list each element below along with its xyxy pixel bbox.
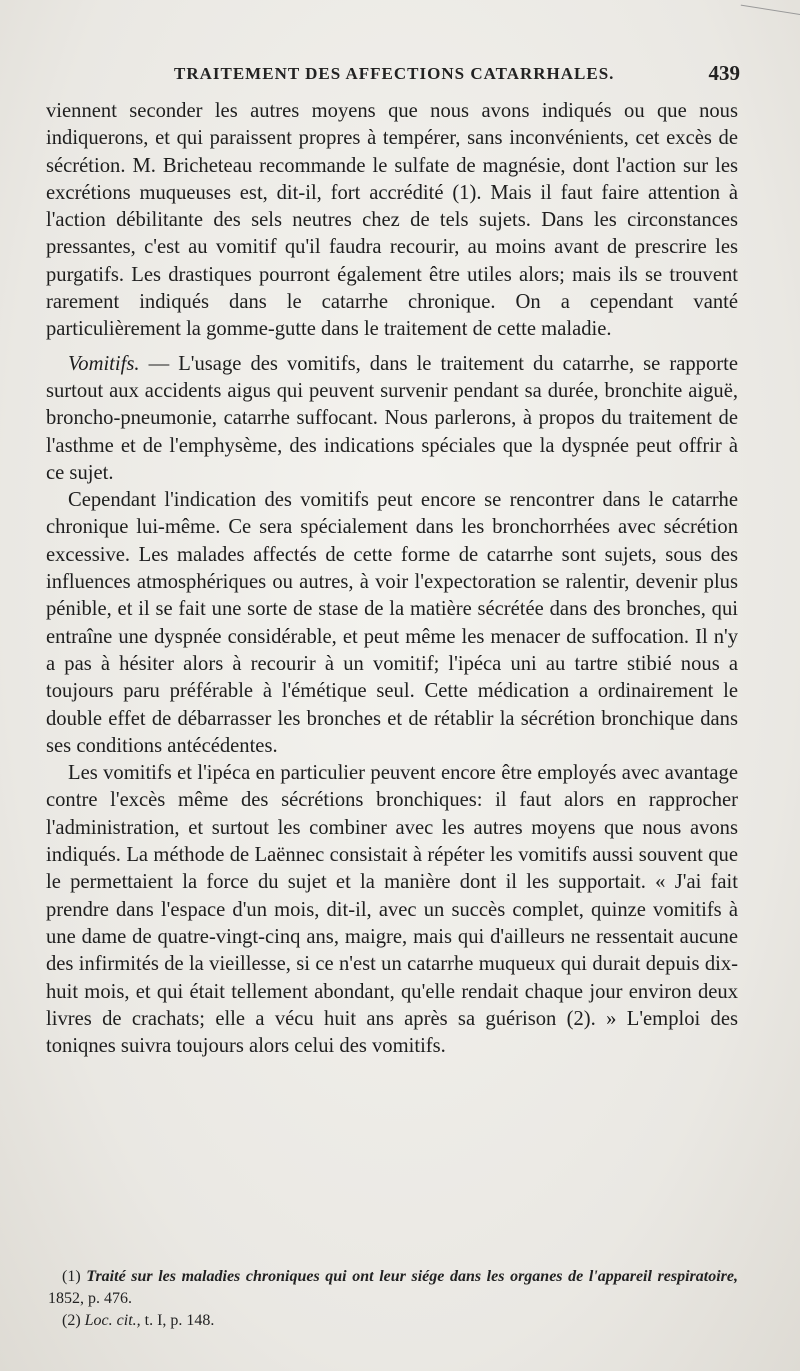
paragraph-text: — L'usage des vomitifs, dans le traitement du catarrhe, se rapporte surtout aux accidents aigus qui peuvent survenir pendant sa durée, bronchite aiguë, broncho-pneumonie, catarrhe suffocant. Nous parlerons, à propos du traitement de l'asthme et de l'emphysème, des indications spéciales que la dyspnée peut offrir à ce sujet. [46,352,738,484]
paragraph-chronic-catarrh [46,487,738,760]
page-corner-fold [741,0,800,15]
footnote-rest: 1852, p. 476. [48,1290,132,1307]
footnote-mark: (2) [62,1312,81,1329]
running-title: TRAITEMENT DES AFFECTIONS CATARRHALES. [174,64,615,83]
main-text [46,98,738,1060]
paragraph-continuation [46,98,738,344]
page-number: 439 [708,61,740,85]
footnote-rest: t. I, p. 148. [140,1312,215,1329]
footnote-title: Loc. cit., [84,1312,141,1329]
footnote-title: Traité sur les maladies chroniques qui ont leur siége dans les organes de l'appareil respiratoire, [86,1268,738,1285]
paragraph-text: viennent seconder les autres moyens que nous avons indiqués ou que nous indiquerons, et qui paraissent propres à tempérer, sans inconvénients, cet excès de sécrétion. M. Bricheteau recommande le sulfate de magnésie, dont l'action sur les excrétions muqueuses est, dit-il, fort accrédité (1). Mais il faut faire attention à l'action débilitante des sels neutres chez de tels sujets. Dans les circonstances pressantes, c'est au vomitif qu'il faudra recourir, au moins avant de prescrire les purgatifs. Les drastiques pourront également être utiles alors; mais ils se trouvent rarement indiqués dans le catarrhe chronique. On a cependant vanté particulièrement la gomme-gutte dans le traitement de cette maladie. [46,100,738,341]
page-header [40,62,740,92]
footnotes [48,1266,738,1332]
paragraph-text: Cependant l'indication des vomitifs peut encore se rencontrer dans le catarrhe chronique lui-même. Ce sera spécialement dans les bronchorrhées avec sécrétion excessive. Les malades affectés de cette forme de catarrhe sont sujets, sous des influences atmosphériques ou autres, à voir l'expectoration se ralentir, devenir plus pénible, et il se fait une sorte de stase de la matière sécrétée dans des bronches, qui entraîne une dyspnée considérable, et peut même les menacer de suffocation. Il n'y a pas à hésiter alors à recourir à un vomitif; l'ipéca uni au tartre stibié nous a toujours paru préférable à l'émétique seul. Cette médication a ordinairement le double effet de débarrasser les bronches et de rétablir la sécrétion bronchique dans ses conditions antécédentes. [46,489,738,757]
footnote-2 [48,1310,738,1332]
paragraph-vomitifs [46,351,738,487]
footnote-1 [48,1266,738,1310]
paragraph-text: Les vomitifs et l'ipéca en particulier peuvent encore être employés avec avantage contre l'excès même des sécrétions bronchiques: il faut alors en rapprocher l'administration, et surtout les combiner avec les autres moyens que nous avons indiqués. La méthode de Laënnec consistait à répéter les vomitifs aussi souvent que le permettaient la force du sujet et la manière dont il les supportait. « J'ai fait prendre dans l'espace d'un mois, dit-il, avec un succès complet, quinze vomitifs à une dame de quatre-vingt-cinq ans, maigre, mais qui d'ailleurs ne ressentait aucune des infirmités de la vieillesse, si ce n'est un catarrhe muqueux qui durait depuis dix-huit mois, et qui était tellement abondant, qu'elle rendait chaque jour environ deux livres de crachats; elle a vécu huit ans après sa guérison (2). » L'emploi des toniqnes suivra toujours alors celui des vomitifs. [46,762,738,1058]
footnote-mark: (1) [62,1268,81,1285]
section-lead-vomitifs: Vomitifs. [68,352,140,375]
paragraph-ipeca [46,760,738,1060]
